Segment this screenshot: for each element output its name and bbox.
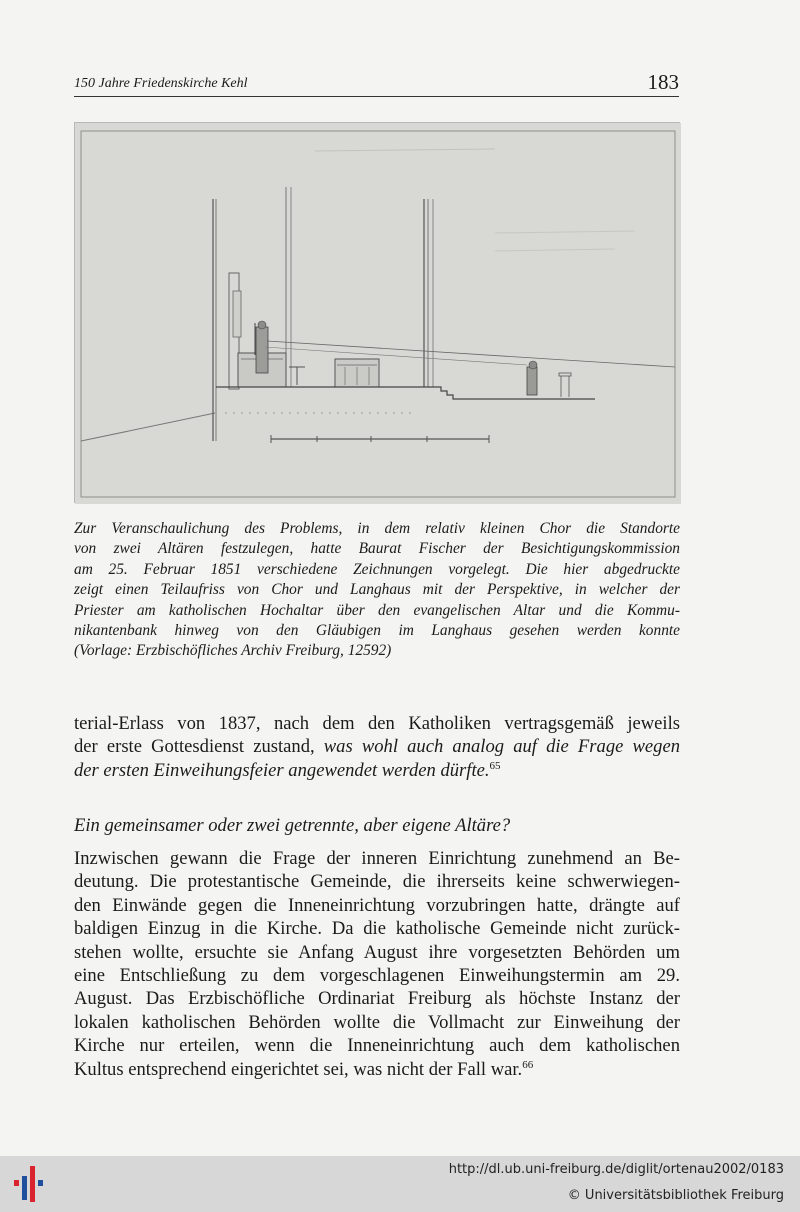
digitization-footer xyxy=(0,1156,800,1212)
caption-line: Zur Veranschaulichung des Problems, in dem relativ kleinen Chor die Standorte xyxy=(74,520,680,537)
paragraph-continued xyxy=(74,712,680,782)
footnote-ref-66[interactable]: 66 xyxy=(522,1058,534,1071)
paragraph-line: August. Das Erzbischöfliche Ordinariat Freiburg als höchste Instanz der xyxy=(74,988,680,1010)
page-number: 183 xyxy=(647,70,679,94)
paragraph-italic-text: der ersten Einweihungsfeier angewendet werden dürfte. xyxy=(74,759,490,781)
paragraph-line xyxy=(74,735,680,758)
paragraph-line: eine Entschließung zu dem vorgeschlagenen Einweihungstermin am 29. xyxy=(74,965,680,987)
paragraph-line xyxy=(74,1058,680,1081)
paragraph-main xyxy=(74,847,680,1081)
running-head xyxy=(74,70,679,97)
paragraph-line: lokalen katholischen Behörden wollte die Vollmacht zur Einweihung der xyxy=(74,1011,680,1033)
caption-line: Priester am katholischen Hochaltar über den evangelischen Altar und die Kommu- xyxy=(74,601,680,619)
caption-line: (Vorlage: Erzbischöfliches Archiv Freiburg, 12592) xyxy=(74,642,392,660)
caption-line: zeigt einen Teilaufriss von Chor und Langhaus mit der Perspektive, in welcher der xyxy=(74,581,680,599)
copyright-notice: © Universitätsbibliothek Freiburg xyxy=(567,1188,784,1203)
figure-caption xyxy=(74,519,680,662)
ub-freiburg-logo-icon[interactable] xyxy=(10,1164,50,1204)
paragraph-line: baldigen Einzug in die Kirche. Da die katholische Gemeinde nicht zurück- xyxy=(74,918,680,940)
figure-drawing xyxy=(74,122,680,503)
footnote-ref-65[interactable]: 65 xyxy=(489,759,501,772)
caption-line: von zwei Altären festzulegen, hatte Baurat Fischer der Besichtigungskommission xyxy=(74,540,680,558)
paragraph-text: Kultus entsprechend eingerichtet sei, was nicht der Fall war. xyxy=(74,1058,523,1080)
section-heading: Ein gemeinsamer oder zwei getrennte, aber eigene Altäre? xyxy=(74,815,511,836)
permalink-url[interactable]: http://dl.ub.uni-freiburg.de/diglit/ortenau2002/0183 xyxy=(448,1162,784,1177)
paragraph-line: stehen wollte, ersuchte sie Anfang August ihre vorgesetzten Behörden um xyxy=(74,941,680,963)
paragraph-text: der erste Gottesdienst zustand, xyxy=(74,736,324,758)
caption-line: nikantenbank hinweg von den Gläubigen im Langhaus gesehen werden konnte xyxy=(74,622,680,640)
caption-line: am 25. Februar 1851 verschiedene Zeichnungen vorgelegt. Die hier abgedruckte xyxy=(74,560,680,578)
paragraph-italic-text: was wohl auch analog auf die Frage wegen xyxy=(323,736,680,758)
paragraph-line: den Einwände gegen die Inneneinrichtung vorzubringen hatte, drängte auf xyxy=(74,894,680,916)
paragraph-line: Kirche nur erteilen, wenn die Inneneinrichtung auch dem katholischen xyxy=(74,1035,680,1057)
paragraph-line: Inzwischen gewann die Frage der inneren Einrichtung zunehmend an Be- xyxy=(74,848,680,869)
paragraph-line: terial-Erlass von 1837, nach dem den Katholiken vertragsgemäß jeweils xyxy=(74,713,680,734)
paragraph-line: deutung. Die protestantische Gemeinde, die ihrerseits keine schwerwiegen- xyxy=(74,871,680,893)
architectural-elevation-drawing-icon xyxy=(75,123,681,504)
running-title: 150 Jahre Friedenskirche Kehl xyxy=(74,76,248,91)
paragraph-line xyxy=(74,759,680,782)
